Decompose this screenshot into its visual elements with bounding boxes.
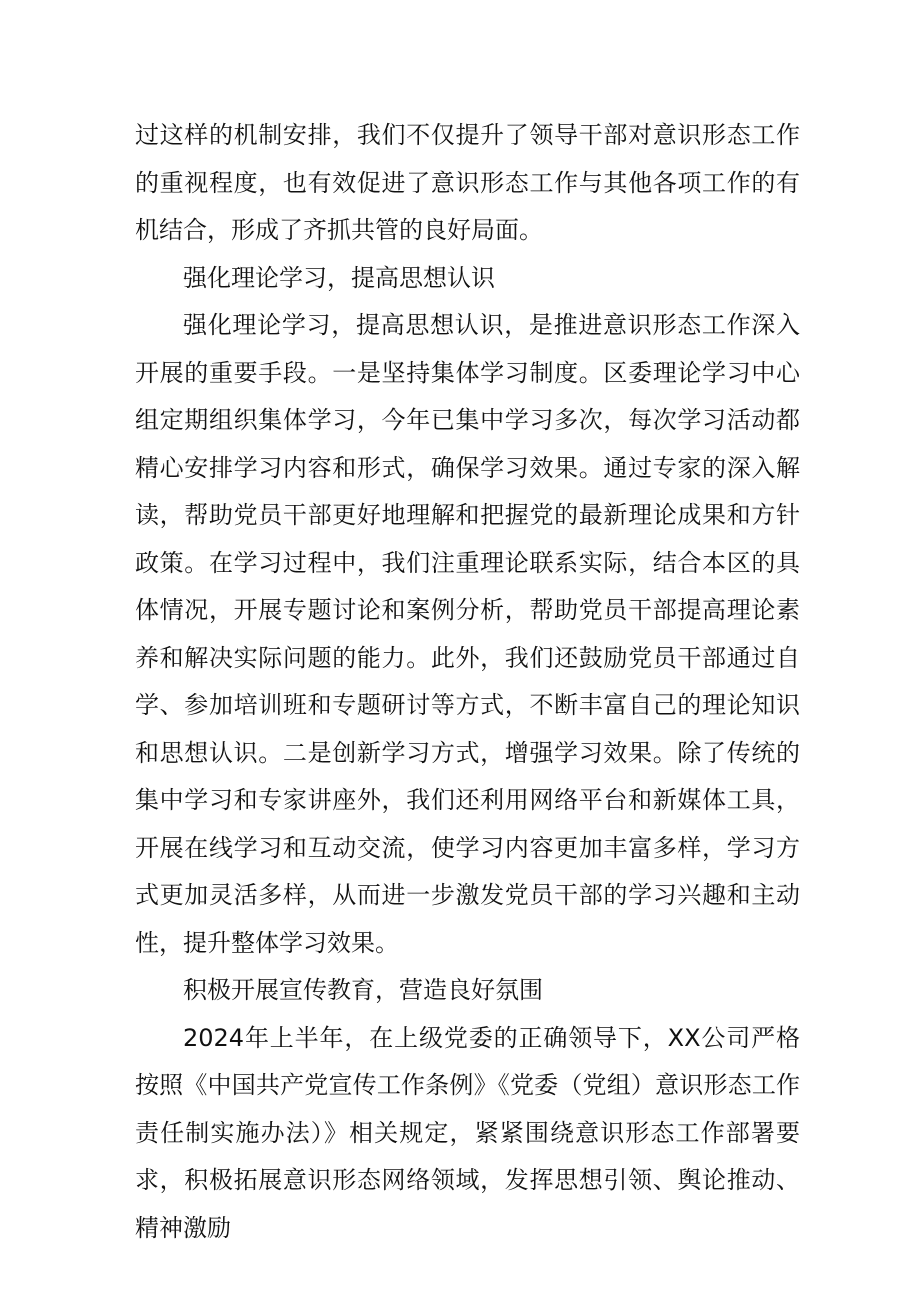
paragraph-theory-study: 强化理论学习，提高思想认识，是推进意识形态工作深入开展的重要手段。一是坚持集体学习制度。区委理论学习中心组定期组织集体学习，今年已集中学习多次，每次学习活动都精心安排学习内容和形式，确保学习效果。通过专家的深入解读，帮助党员干部更好地理解和把握党的最新理论成果和方针政策。在学习过程中，我们注重理论联系实际，结合本区的具体情况，开展专题讨论和案例分析，帮助党员干部提高理论素养和解决实际问题的能力。此外，我们还鼓励党员干部通过自学、参加培训班和专题研讨等方式，不断丰富自己的理论知识和思想认识。二是创新学习方式，增强学习效果。除了传统的集中学习和专家讲座外，我们还利用网络平台和新媒体工具，开展在线学习和互动交流，使学习内容更加丰富多样，学习方式更加灵活多样，从而进一步激发党员干部的学习兴趣和主动性，提升整体学习效果。 bbox=[135, 311, 800, 957]
paragraph-publicity-education: 2024年上半年，在上级党委的正确领导下，XX公司严格按照《中国共产党宣传工作条例》《党委（党组）意识形态工作责任制实施办法）》相关规定，紧紧围绕意识形态工作部署要求，积极拓展意识形态网络领域，发挥思想引领、舆论推动、精神激励 bbox=[135, 1023, 800, 1242]
section-heading-publicity-education: 积极开展宣传教育，营造良好氛围 bbox=[183, 976, 543, 1004]
paragraph-continuation: 过这样的机制安排，我们不仅提升了领导干部对意识形态工作的重视程度，也有效促进了意识形态工作与其他各项工作的有机结合，形成了齐抓共管的良好局面。 bbox=[135, 121, 800, 244]
document-body bbox=[135, 112, 800, 1252]
section-heading-theory-study: 强化理论学习，提高思想认识 bbox=[183, 263, 495, 292]
